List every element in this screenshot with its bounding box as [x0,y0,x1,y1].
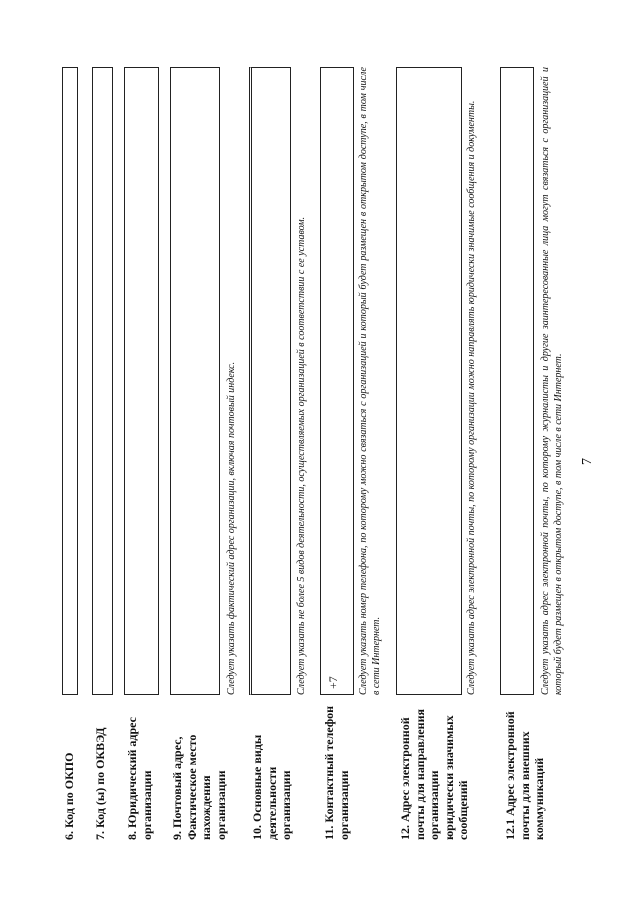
page-number: 7 [580,458,595,465]
label-legal-address: 8. Юридический адрес организации [125,717,154,840]
okved-field[interactable] [92,67,113,695]
legal-email-field[interactable] [396,67,462,695]
label-okpo: 6. Код по ОКПО [62,752,76,840]
okpo-field[interactable] [62,67,78,695]
legal-address-field[interactable] [124,67,159,695]
activities-hint: Следует указать не более 5 видов деятельности, осуществляемых организацией в соответствии с ее уставом. [296,216,307,695]
postal-address-field[interactable] [170,67,220,695]
label-okved: 7. Код (ы) по ОКВЭД [93,727,107,840]
phone-hint: Следует указать номер телефона, по которому можно связаться с организацией и который будет размещен в открытом доступе, в том числе в сети Интернет. [358,67,382,695]
external-email-field[interactable] [500,67,534,695]
label-phone: 11. Контактный телефон организации [322,705,351,840]
label-legal-email: 12. Адрес электронной почты для направления организации юридически значимых сообщений [398,709,470,840]
activities-field[interactable] [249,67,291,695]
label-activities: 10. Основные виды деятельности организации [250,734,293,840]
phone-value: +7 [326,676,340,689]
phone-field[interactable] [320,67,354,695]
legal-email-hint: Следует указать адрес электронной почты, по которому организации можно направлять юридически значимые сообщения и документы. [466,100,477,695]
external-email-hint: Следует указать адрес электронной почты, по которому журналисты и другие заинтересованные лица могут связаться с организацией и который будет размещен в открытом доступе, в том числе в сети Интернет. [540,67,564,695]
label-postal-address: 9. Почтовый адрес, Фактическое место нахождения организации [170,734,228,840]
postal-address-hint: Следует указать фактический адрес организации, включая почтовый индекс. [226,361,237,695]
label-external-email: 12.1 Адрес электронной почты для внешних коммуникаций [503,711,546,840]
